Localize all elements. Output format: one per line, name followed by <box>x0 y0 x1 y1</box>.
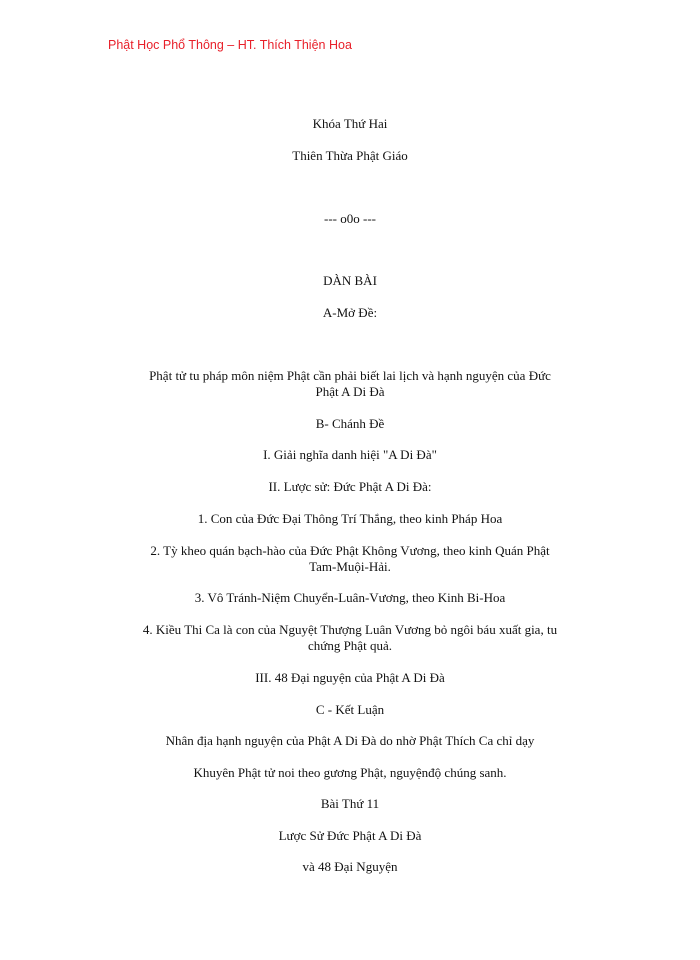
course-title: Khóa Thứ Hai <box>312 116 388 131</box>
outline-point-2: II. Lược sử: Đức Phật A Di Đà: <box>268 479 432 494</box>
outline-title: DÀN BÀI <box>323 273 377 288</box>
section-separator: --- o0o --- <box>324 211 376 226</box>
outline-subpoint-3: 3. Vô Tránh-Niệm Chuyển-Luân-Vương, theo Kinh Bi-Hoa <box>194 590 506 605</box>
outline-point-3: III. 48 Đại nguyện của Phật A Di Đà <box>255 670 445 685</box>
lesson-number: Bài Thứ 11 <box>320 796 380 811</box>
course-subtitle: Thiên Thừa Phật Giáo <box>292 148 408 163</box>
conclusion-line-1: Nhân địa hạnh nguyện của Phật A Di Đà do nhờ Phật Thích Ca chỉ dạy <box>165 733 535 748</box>
lesson-title-line-2: và 48 Đại Nguyện <box>302 859 398 874</box>
section-b-heading: B- Chánh Đề <box>315 416 385 431</box>
lesson-title-line-1: Lược Sử Đức Phật A Di Đà <box>278 828 422 843</box>
outline-subpoint-2: 2. Tỳ kheo quán bạch-hào của Đức Phật Không Vương, theo kinh Quán Phật Tam-Muội-Hải. <box>150 543 550 574</box>
conclusion-line-2: Khuyên Phật tử noi theo gương Phật, nguyệnđộ chúng sanh. <box>193 765 507 780</box>
outline-point-1: I. Giải nghĩa danh hiệi "A Di Đà" <box>263 447 437 462</box>
outline-subpoint-4: 4. Kiều Thi Ca là con của Nguyệt Thượng Luân Vương bỏ ngôi báu xuất gia, tu chứng Phật quả. <box>142 622 558 653</box>
intro-paragraph: Phật tử tu pháp môn niệm Phật cần phải biết lai lịch và hạnh nguyện của Đức Phật A Di Đà <box>149 368 551 399</box>
outline-subpoint-1: 1. Con của Đức Đại Thông Trí Thắng, theo kinh Pháp Hoa <box>197 511 503 526</box>
running-header: Phật Học Phổ Thông – HT. Thích Thiện Hoa <box>108 38 352 52</box>
section-c-heading: C - Kết Luận <box>315 702 385 717</box>
section-a-heading: A-Mở Đề: <box>322 305 378 320</box>
